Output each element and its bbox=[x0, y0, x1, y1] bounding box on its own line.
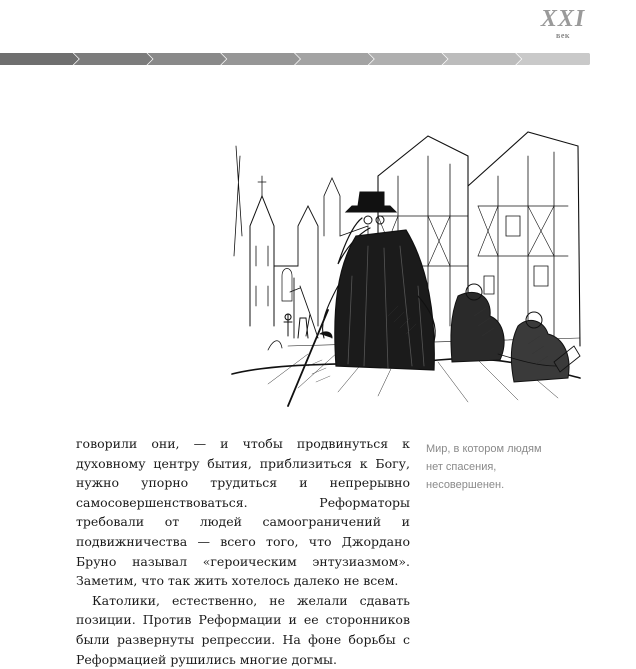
chevron-band bbox=[0, 53, 590, 65]
band-segment bbox=[369, 53, 448, 65]
sidebar-caption: Мир, в котором людям нет спасения, несовершенен. bbox=[426, 443, 542, 491]
paragraph-2: Католики, естественно, не желали сдавать позиции. Против Реформации и ее сторонников были развернуты репрессии. На фоне борьбы с Реформацией рушились многие догмы. bbox=[76, 592, 410, 667]
paragraph-1: говорили они, — и чтобы продвинуться к духовному центру бытия, приблизиться к Богу, нужно упорно трудиться и непрерывно самосовершенствоваться. Реформаторы требовали от людей самоограничений и подвижничества — всего того, что Джордано Бруно называл «героическим энтузиазмом». Заметим, что так жить хотелось далеко не всем. bbox=[76, 436, 410, 589]
band-segment bbox=[443, 53, 522, 65]
century-numeral: XXI bbox=[540, 6, 586, 32]
band-segment bbox=[148, 53, 227, 65]
band-segment bbox=[295, 53, 374, 65]
band-segment bbox=[74, 53, 153, 65]
band-segment bbox=[0, 53, 79, 65]
band-segment bbox=[221, 53, 300, 65]
body-text bbox=[76, 434, 410, 669]
century-label: век bbox=[556, 31, 570, 40]
plague-doctor-illustration bbox=[228, 116, 582, 412]
band-segment bbox=[516, 53, 590, 65]
